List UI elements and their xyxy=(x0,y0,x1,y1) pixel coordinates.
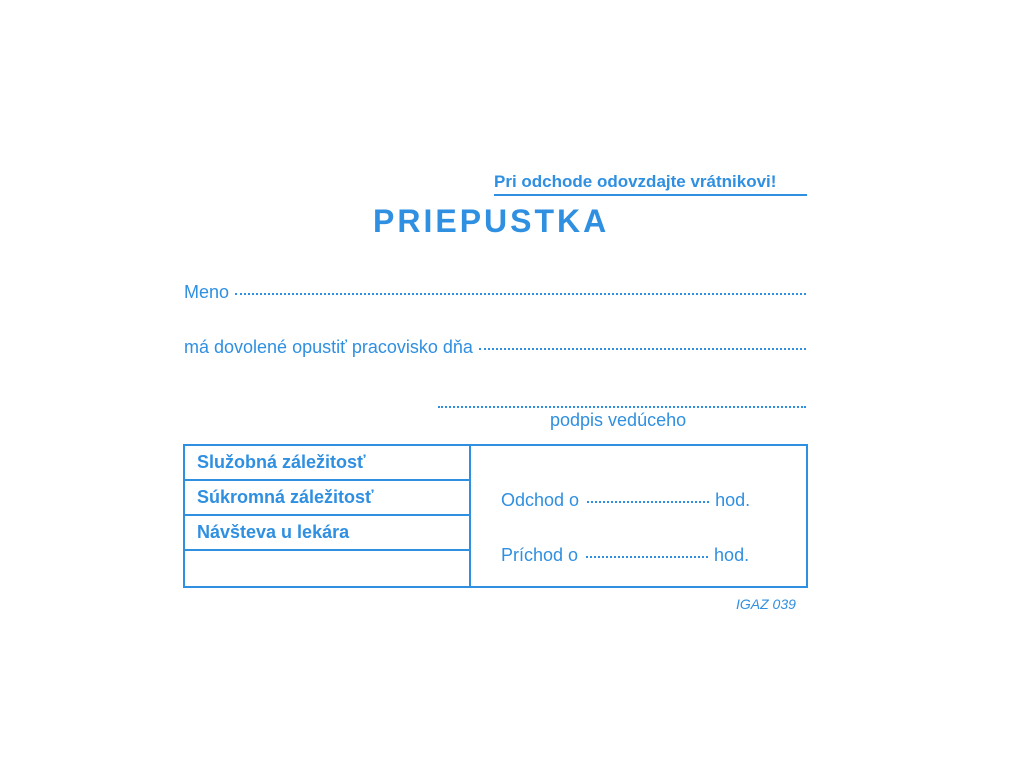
arrival-label: Príchod o xyxy=(501,545,579,565)
reason-table xyxy=(183,444,808,588)
departure-label: Odchod o xyxy=(501,490,580,510)
name-label: Meno xyxy=(184,282,230,302)
name-fill-line xyxy=(235,292,806,295)
time-column xyxy=(471,446,806,586)
reason-official: Služobná záležitosť xyxy=(185,446,469,481)
signature-fill-line xyxy=(438,406,806,408)
reason-private: Súkromná záležitosť xyxy=(185,481,469,516)
arrival-unit: hod. xyxy=(714,545,750,565)
form-title: PRIEPUSTKA xyxy=(373,203,610,239)
signature-label: podpis vedúceho xyxy=(550,410,687,430)
arrival-fill-line xyxy=(586,556,708,558)
arrival-time-field xyxy=(501,545,749,566)
departure-fill-line xyxy=(587,501,709,503)
date-field xyxy=(184,337,806,358)
return-notice: Pri odchode odovzdajte vrátnikovi! xyxy=(494,172,807,196)
date-label: má dovolené opustiť pracovisko dňa xyxy=(184,337,473,357)
name-field xyxy=(184,282,806,303)
reason-blank xyxy=(185,551,469,584)
reason-column xyxy=(185,446,471,586)
form-code: IGAZ 039 xyxy=(736,596,796,612)
departure-time-field xyxy=(501,490,750,511)
date-fill-line xyxy=(479,347,806,350)
departure-unit: hod. xyxy=(715,490,751,510)
reason-doctor: Návšteva u lekára xyxy=(185,516,469,551)
